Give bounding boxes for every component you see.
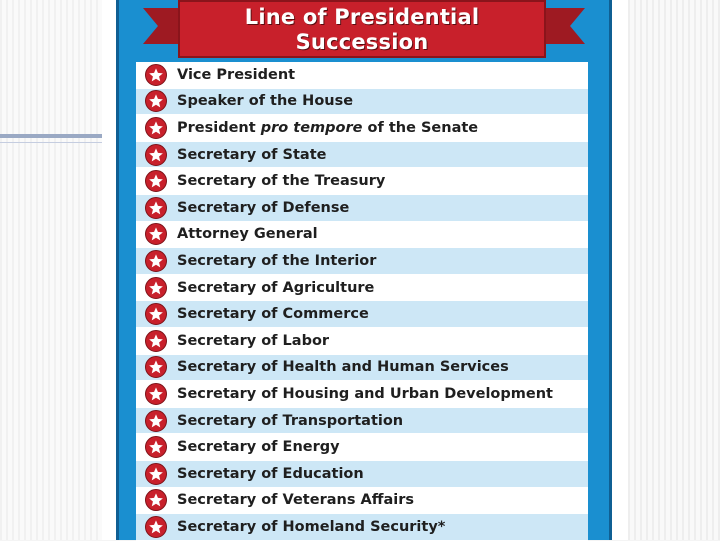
star-icon: [145, 410, 167, 432]
star-icon: [145, 303, 167, 325]
title-line-2: Succession: [295, 30, 429, 54]
office-label: Vice President: [177, 66, 296, 83]
office-label: Secretary of Education: [177, 465, 364, 482]
office-label: Secretary of Homeland Security*: [177, 518, 446, 535]
list-item: [136, 168, 588, 195]
star-icon: [145, 277, 167, 299]
star-icon: [145, 436, 167, 458]
star-icon: [145, 463, 167, 485]
list-item: [136, 275, 588, 302]
list-item: [136, 461, 588, 488]
title-line-1: Line of Presidential: [244, 5, 480, 29]
list-item: [136, 248, 588, 275]
list-item: [136, 328, 588, 355]
star-icon: [145, 383, 167, 405]
office-label: Speaker of the House: [177, 93, 354, 110]
star-icon: [145, 90, 167, 112]
office-label: Secretary of State: [177, 146, 327, 163]
star-icon: [145, 117, 167, 139]
office-label: Secretary of Commerce: [177, 306, 369, 323]
star-icon: [145, 516, 167, 538]
office-label: Secretary of Energy: [177, 439, 340, 456]
office-label: Secretary of Health and Human Services: [177, 359, 509, 376]
list-item: [136, 222, 588, 249]
office-label: Secretary of Housing and Urban Development: [177, 385, 553, 402]
star-icon: [145, 250, 167, 272]
slide-accent-rule: [0, 134, 104, 138]
office-label: Secretary of Labor: [177, 332, 330, 349]
star-icon: [145, 197, 167, 219]
office-label: [177, 120, 478, 136]
list-item: [136, 408, 588, 435]
office-label: Secretary of Agriculture: [177, 279, 375, 296]
list-item: [136, 89, 588, 116]
slide-right-margin: [628, 0, 720, 540]
star-icon: [145, 170, 167, 192]
list-item: [136, 514, 588, 541]
office-label-part: President: [177, 119, 261, 136]
office-label: Secretary of Defense: [177, 199, 350, 216]
title-banner: [178, 0, 546, 58]
list-item: [136, 62, 588, 89]
list-item: [136, 355, 588, 382]
office-label: Attorney General: [177, 226, 318, 243]
succession-list: [136, 62, 588, 541]
star-icon: [145, 64, 167, 86]
office-label: Secretary of Veterans Affairs: [177, 492, 415, 509]
list-item: [136, 381, 588, 408]
list-item: [136, 301, 588, 328]
star-icon: [145, 489, 167, 511]
office-label: Secretary of the Interior: [177, 252, 377, 269]
star-icon: [145, 223, 167, 245]
list-item: [136, 115, 588, 142]
office-label: Secretary of Transportation: [177, 412, 404, 429]
office-label-italic: pro tempore: [260, 119, 363, 136]
office-label: Secretary of the Treasury: [177, 173, 386, 190]
office-label-part: of the Senate: [362, 119, 479, 136]
list-item: [136, 488, 588, 515]
list-item: [136, 195, 588, 222]
star-icon: [145, 330, 167, 352]
star-icon: [145, 144, 167, 166]
star-icon: [145, 356, 167, 378]
list-item: [136, 434, 588, 461]
list-item: [136, 142, 588, 169]
slide-accent-rule-thin: [0, 142, 104, 143]
